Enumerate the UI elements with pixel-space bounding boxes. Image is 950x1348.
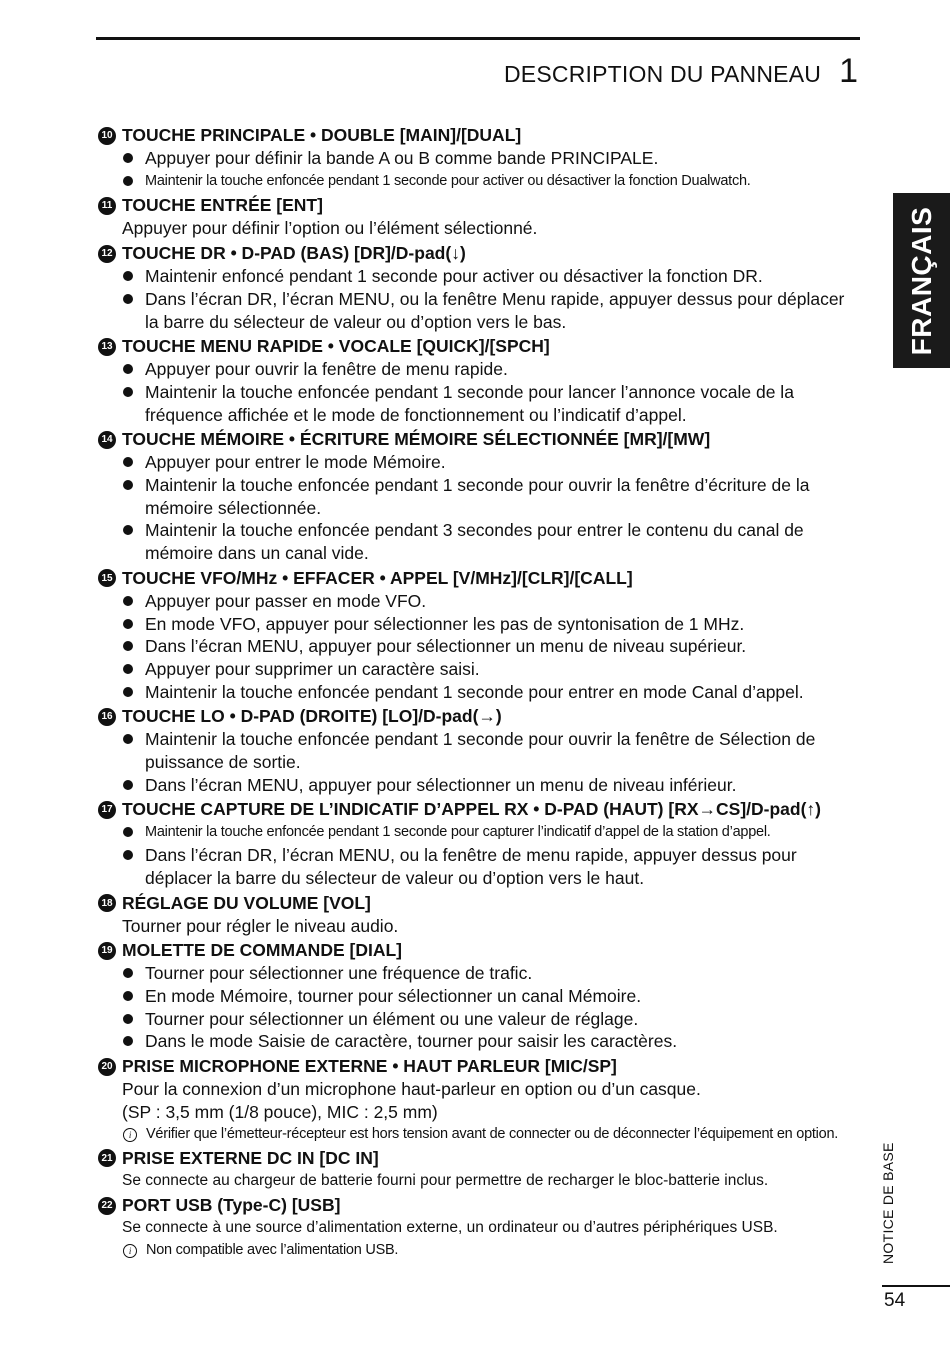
note-text: Non compatible avec l’alimentation USB. [146, 1241, 399, 1258]
bullet-item: Tourner pour sélectionner une fréquence de trafic. [98, 962, 860, 985]
info-icon: i [123, 1244, 137, 1258]
bullet-item: Maintenir enfoncé pendant 1 seconde pour activer ou désactiver la fonction DR. [98, 265, 860, 288]
page-header [504, 52, 858, 91]
header-title: DESCRIPTION DU PANNEAU [504, 61, 822, 87]
section-heading [98, 194, 860, 217]
section-19 [98, 939, 860, 1053]
panel-description-list [98, 124, 860, 1263]
bullet-item: Maintenir la touche enfoncée pendant 1 seconde pour lancer l’annonce vocale de la fréquence affichée et le mode de fonctionnement ou l’indicatif d’appel. [98, 381, 860, 426]
bullet-item: Maintenir la touche enfoncée pendant 1 seconde pour ouvrir la fenêtre de Sélection de puissance de sortie. [98, 728, 860, 773]
heading-text: PRISE EXTERNE DC IN [DC IN] [122, 1147, 379, 1168]
note-text: Vérifier que l’émetteur-récepteur est hors tension avant de connecter ou de déconnecter l’équipement en option. [146, 1125, 839, 1142]
item-number-badge: 14 [98, 431, 116, 449]
page-number: 54 [884, 1290, 906, 1311]
section-14 [98, 428, 860, 565]
bullet-item: Dans le mode Saisie de caractère, tourner pour saisir les caractères. [98, 1030, 860, 1053]
bullet-item: Appuyer pour définir la bande A ou B comme bande PRINCIPALE. [98, 147, 860, 170]
section-22 [98, 1194, 860, 1261]
section-17 [98, 798, 860, 889]
heading-text: TOUCHE LO • D-PAD (DROITE) [LO]/D-pad(→) [122, 706, 502, 727]
bullet-item: Maintenir la touche enfoncée pendant 3 secondes pour entrer le contenu du canal de mémoire dans un canal vide. [98, 519, 860, 564]
bullet-item: Maintenir la touche enfoncée pendant 1 seconde pour ouvrir la fenêtre d’écriture de la mémoire sélectionnée. [98, 474, 860, 519]
description-text: Pour la connexion d’un microphone haut-parleur en option ou d’un casque. [122, 1079, 701, 1100]
bullet-list [98, 590, 860, 704]
item-number-badge: 15 [98, 569, 116, 587]
top-rule [96, 37, 860, 40]
heading-text: TOUCHE MÉMOIRE • ÉCRITURE MÉMOIRE SÉLECTIONNÉE [MR]/[MW] [122, 429, 711, 450]
section-heading [98, 567, 860, 590]
heading-text: TOUCHE ENTRÉE [ENT] [122, 195, 323, 216]
section-heading [98, 242, 860, 265]
description-text: Appuyer pour définir l’option ou l’élément sélectionné. [122, 218, 538, 239]
heading-text: TOUCHE MENU RAPIDE • VOCALE [QUICK]/[SPCH] [122, 336, 550, 357]
section-heading [98, 939, 860, 962]
item-number-badge: 21 [98, 1149, 116, 1167]
bullet-item: Maintenir la touche enfoncée pendant 1 seconde pour entrer en mode Canal d’appel. [98, 681, 860, 704]
bullet-list [98, 265, 860, 333]
description-text: (SP : 3,5 mm (1/8 pouce), MIC : 2,5 mm) [122, 1101, 438, 1122]
bullet-item: Maintenir la touche enfoncée pendant 1 seconde pour capturer l’indicatif d’appel de la station d’appel. [98, 821, 860, 844]
bullet-item: Dans l’écran DR, l’écran MENU, ou la fenêtre Menu rapide, appuyer dessus pour déplacer la barre du sélecteur de valeur ou d’option vers le bas. [98, 288, 860, 333]
item-number-badge: 22 [98, 1197, 116, 1215]
heading-text: TOUCHE VFO/MHz • EFFACER • APPEL [V/MHz]/[CLR]/[CALL] [122, 567, 633, 588]
bullet-item: Maintenir la touche enfoncée pendant 1 seconde pour activer ou désactiver la fonction Dualwatch. [98, 170, 860, 193]
bullet-item: Appuyer pour ouvrir la fenêtre de menu rapide. [98, 358, 860, 381]
section-16 [98, 705, 860, 796]
heading-text: RÉGLAGE DU VOLUME [VOL] [122, 892, 371, 913]
section-label: NOTICE DE BASE [880, 1142, 896, 1264]
section-heading [98, 428, 860, 451]
bullet-item: Appuyer pour passer en mode VFO. [98, 590, 860, 613]
note [98, 1240, 860, 1261]
item-number-badge: 12 [98, 245, 116, 263]
section-21 [98, 1147, 860, 1193]
item-number-badge: 20 [98, 1058, 116, 1076]
section-18 [98, 892, 860, 938]
language-tab [893, 193, 950, 368]
item-number-badge: 17 [98, 801, 116, 819]
bullet-item: Dans l’écran MENU, appuyer pour sélectionner un menu de niveau supérieur. [98, 635, 860, 658]
bullet-list [98, 821, 860, 889]
info-icon: i [123, 1128, 137, 1142]
item-number-badge: 11 [98, 197, 116, 215]
section-10 [98, 124, 860, 192]
side-rule [882, 1285, 950, 1287]
section-15 [98, 567, 860, 704]
section-13 [98, 335, 860, 426]
section-heading [98, 124, 860, 147]
section-12 [98, 242, 860, 333]
item-number-badge: 18 [98, 894, 116, 912]
item-number-badge: 10 [98, 127, 116, 145]
heading-text: MOLETTE DE COMMANDE [DIAL] [122, 940, 402, 961]
description-text: Se connecte à une source d’alimentation externe, un ordinateur ou d’autres périphériques USB. [122, 1219, 778, 1237]
section-11 [98, 194, 860, 240]
note [98, 1124, 860, 1145]
bullet-list [98, 147, 860, 192]
heading-text: PORT USB (Type-C) [USB] [122, 1195, 341, 1216]
item-number-badge: 19 [98, 942, 116, 960]
section-20 [98, 1055, 860, 1144]
bullet-list [98, 962, 860, 1053]
bullet-item: Appuyer pour entrer le mode Mémoire. [98, 451, 860, 474]
section-heading [98, 798, 860, 821]
heading-text: TOUCHE DR • D-PAD (BAS) [DR]/D-pad(↓) [122, 243, 466, 264]
section-heading [98, 892, 860, 915]
bullet-item: En mode VFO, appuyer pour sélectionner les pas de syntonisation de 1 MHz. [98, 613, 860, 636]
section-heading [98, 1194, 860, 1217]
language-tab-label: FRANÇAIS [905, 206, 937, 355]
bullet-list [98, 451, 860, 565]
bullet-item: En mode Mémoire, tourner pour sélectionner un canal Mémoire. [98, 985, 860, 1008]
bullet-item: Dans l’écran DR, l’écran MENU, ou la fenêtre de menu rapide, appuyer dessus pour déplacer la barre du sélecteur de valeur ou d’option vers le haut. [98, 844, 860, 889]
bullet-list [98, 358, 860, 426]
section-heading [98, 1055, 860, 1078]
description-text: Tourner pour régler le niveau audio. [122, 915, 399, 936]
bullet-item: Dans l’écran MENU, appuyer pour sélectionner un menu de niveau inférieur. [98, 774, 860, 797]
item-number-badge: 16 [98, 708, 116, 726]
heading-text: TOUCHE CAPTURE DE L’INDICATIF D’APPEL RX • D-PAD (HAUT) [RX→CS]/D-pad(↑) [122, 799, 821, 820]
chapter-number: 1 [839, 52, 858, 90]
heading-text: TOUCHE PRINCIPALE • DOUBLE [MAIN]/[DUAL] [122, 125, 522, 145]
section-heading [98, 705, 860, 728]
section-heading [98, 1147, 860, 1170]
description-text: Se connecte au chargeur de batterie fourni pour permettre de recharger le bloc-batterie inclus. [122, 1171, 769, 1189]
heading-text: PRISE MICROPHONE EXTERNE • HAUT PARLEUR [MIC/SP] [122, 1056, 617, 1077]
bullet-list [98, 728, 860, 796]
bullet-item: Tourner pour sélectionner un élément ou une valeur de réglage. [98, 1008, 860, 1031]
item-number-badge: 13 [98, 338, 116, 356]
bullet-item: Appuyer pour supprimer un caractère saisi. [98, 658, 860, 681]
section-heading [98, 335, 860, 358]
